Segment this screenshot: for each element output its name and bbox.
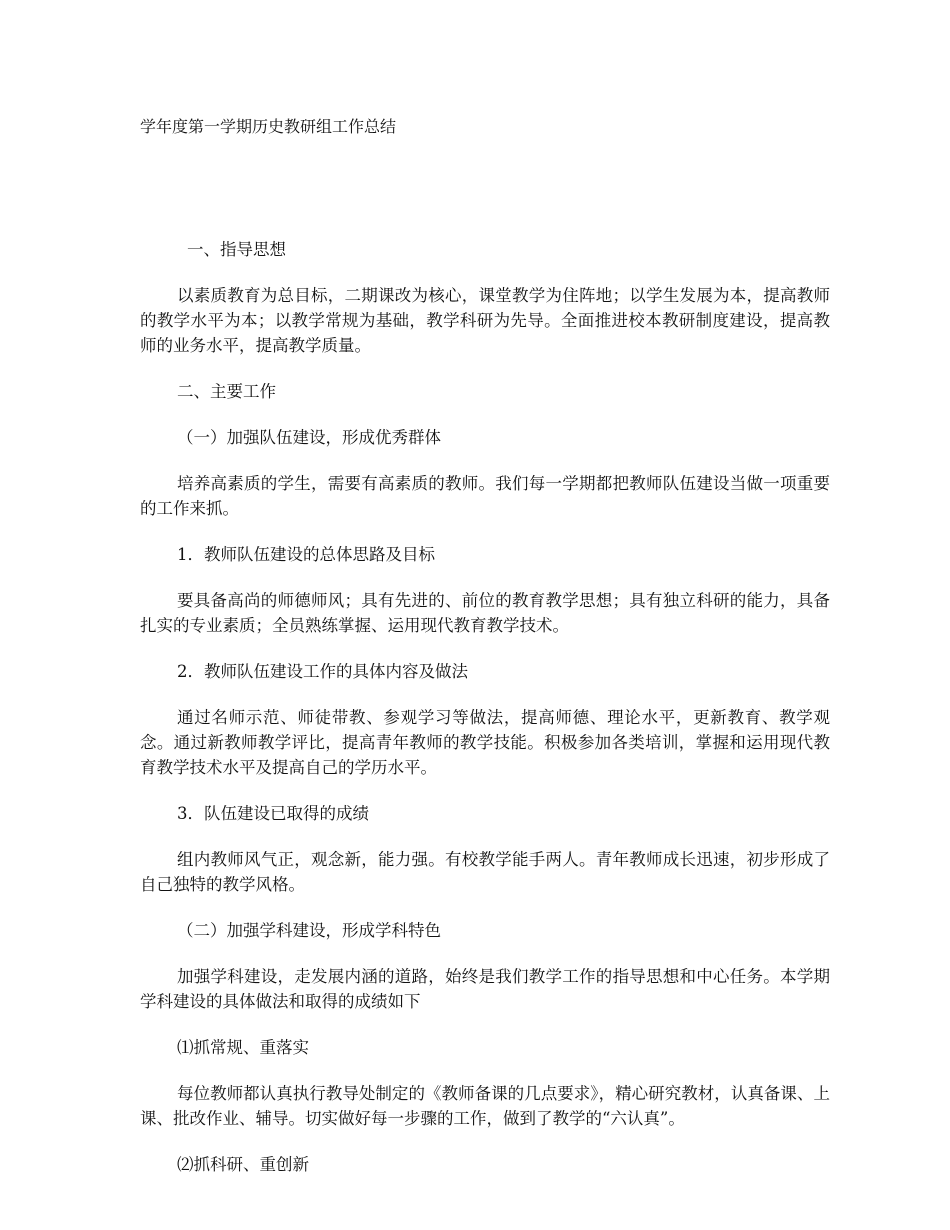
paragraph: 加强学科建设，走发展内涵的道路，始终是我们教学工作的指导思想和中心任务。本学期学科建设的具体做法和取得的成绩如下 [140, 967, 830, 1011]
section-heading: 一、指导思想 [187, 240, 286, 259]
paragraph: 要具备高尚的师德师风；具有先进的、前位的教育教学思想；具有独立科研的能力，具备扎实的专业素质；全员熟练掌握、运用现代教育教学技术。 [140, 591, 830, 635]
paragraph: 每位教师都认真执行教导处制定的《教师备课的几点要求》，精心研究教材，认真备课、上课、批改作业、辅导。切实做好每一步骤的工作，做到了教学的“六认真”。 [140, 1084, 830, 1128]
subsection-heading: （一）加强队伍建设，形成优秀群体 [177, 428, 441, 447]
item-heading: 2．教师队伍建设工作的具体内容及做法 [177, 662, 468, 681]
paragraph: 以素质教育为总目标，二期课改为核心，课堂教学为住阵地；以学生发展为本，提高教师的教学水平为本；以教学常规为基础，教学科研为先导。全面推进校本教研制度建设，提高教师的业务水平，提高教学质量。 [140, 286, 830, 355]
item-heading: 3．队伍建设已取得的成绩 [177, 804, 369, 823]
paragraph: 培养高素质的学生，需要有高素质的教师。我们每一学期都把教师队伍建设当做一项重要的工作来抓。 [140, 474, 830, 518]
paragraph: 组内教师风气正，观念新，能力强。有校教学能手两人。青年教师成长迅速，初步形成了自己独特的教学风格。 [140, 850, 830, 894]
paragraph: 通过名师示范、师徒带教、参观学习等做法，提高师德、理论水平，更新教育、教学观念。通过新教师教学评比，提高青年教师的教学技能。积极参加各类培训，掌握和运用现代教育教学技术水平及提高自己的学历水平。 [140, 708, 830, 777]
subsection-heading: （二）加强学科建设，形成学科特色 [177, 921, 441, 940]
item-heading: 1．教师队伍建设的总体思路及目标 [177, 545, 435, 564]
document-body [140, 237, 830, 1177]
document-title: 学年度第一学期历史教研组工作总结 [140, 117, 397, 136]
item-heading: ⑴抓常规、重落实 [177, 1038, 309, 1057]
section-heading: 二、主要工作 [177, 382, 276, 401]
item-heading: ⑵抓科研、重创新 [177, 1155, 309, 1174]
